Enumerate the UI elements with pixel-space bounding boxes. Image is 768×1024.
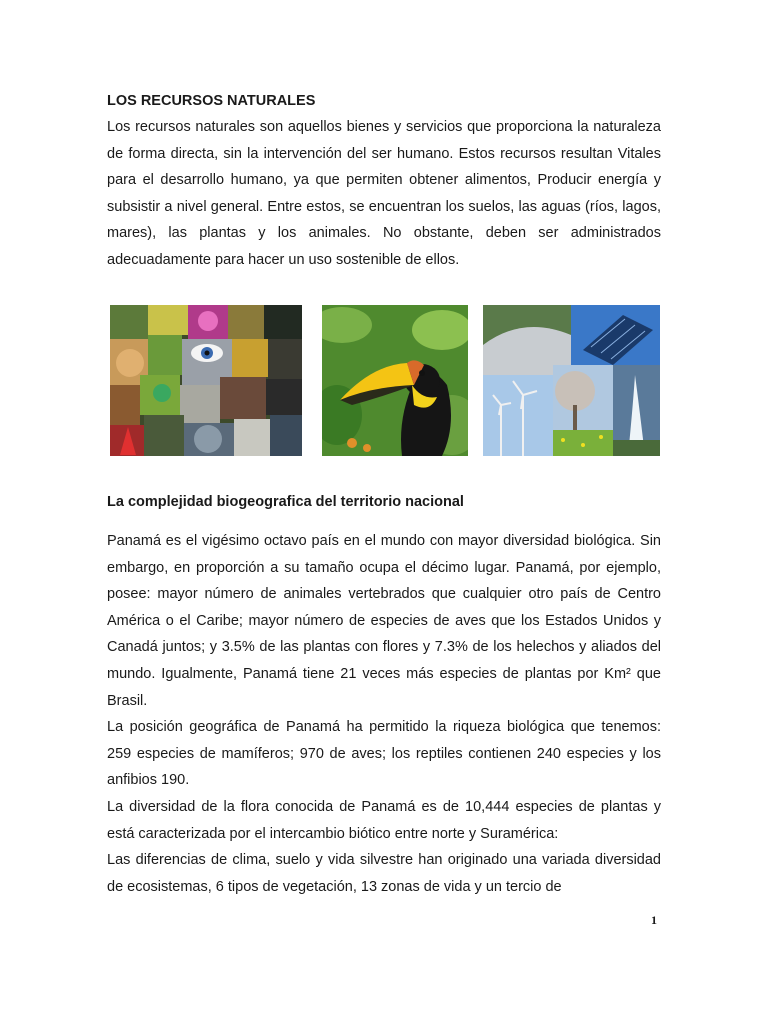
biodiversity-collage-image — [110, 305, 302, 456]
toucan-image — [322, 305, 468, 456]
page-number: 1 — [651, 913, 657, 927]
paragraph: Panamá es el vigésimo octavo país en el mundo con mayor diversidad biológica. Sin embargo, en proporción a su tamaño ocupa el décimo lugar. Panamá, por ejemplo, posee: mayor número de animales vertebrados que cualquier otro país de Centro América o el Caribe; mayor número de especies de aves que los Estados Unidos y Canadá juntos; y 3.5% de las plantas con flores y 7.3% de los helechos y aliados del mundo. Igualmente, Panamá tiene 21 veces más especies de plantas por Km² que Brasil. — [107, 533, 661, 709]
section-title: LOS RECURSOS NATURALES — [107, 93, 316, 109]
section-natural-resources — [107, 88, 661, 274]
intro-paragraph: Los recursos naturales son aquellos bienes y servicios que proporciona la naturaleza de forma directa, sin la intervención del ser humano. Estos recursos resultan Vitales para el desarrollo humano, ya que permiten obtener alimentos, Producir energía y subsistir a nivel general. Entre estos, se encuentran los suelos, las aguas (ríos, lagos, mares), las plantas y los animales. No obstante, deben ser administrados adecuadamente para hacer un uso sostenible de ellos. — [107, 119, 661, 268]
paragraph: La diversidad de la flora conocida de Panamá es de 10,444 especies de plantas y está caracterizada por el intercambio biótico entre norte y Suramérica: — [107, 798, 661, 842]
paragraph: La posición geográfica de Panamá ha permitido la riqueza biológica que tenemos: 259 especies de mamíferos; 970 de aves; los reptiles contienen 240 especies y los anfibios 190. — [107, 719, 661, 789]
paragraph: Las diferencias de clima, suelo y vida silvestre han originado una variada diversidad de ecosistemas, 6 tipos de vegetación, 13 zonas de vida y un tercio de — [107, 852, 661, 895]
section-biogeography-body — [107, 528, 661, 900]
renewable-energy-collage-image — [483, 305, 660, 456]
section-title-biogeography: La complejidad biogeografica del territorio nacional — [107, 494, 464, 510]
image-row — [110, 305, 660, 456]
